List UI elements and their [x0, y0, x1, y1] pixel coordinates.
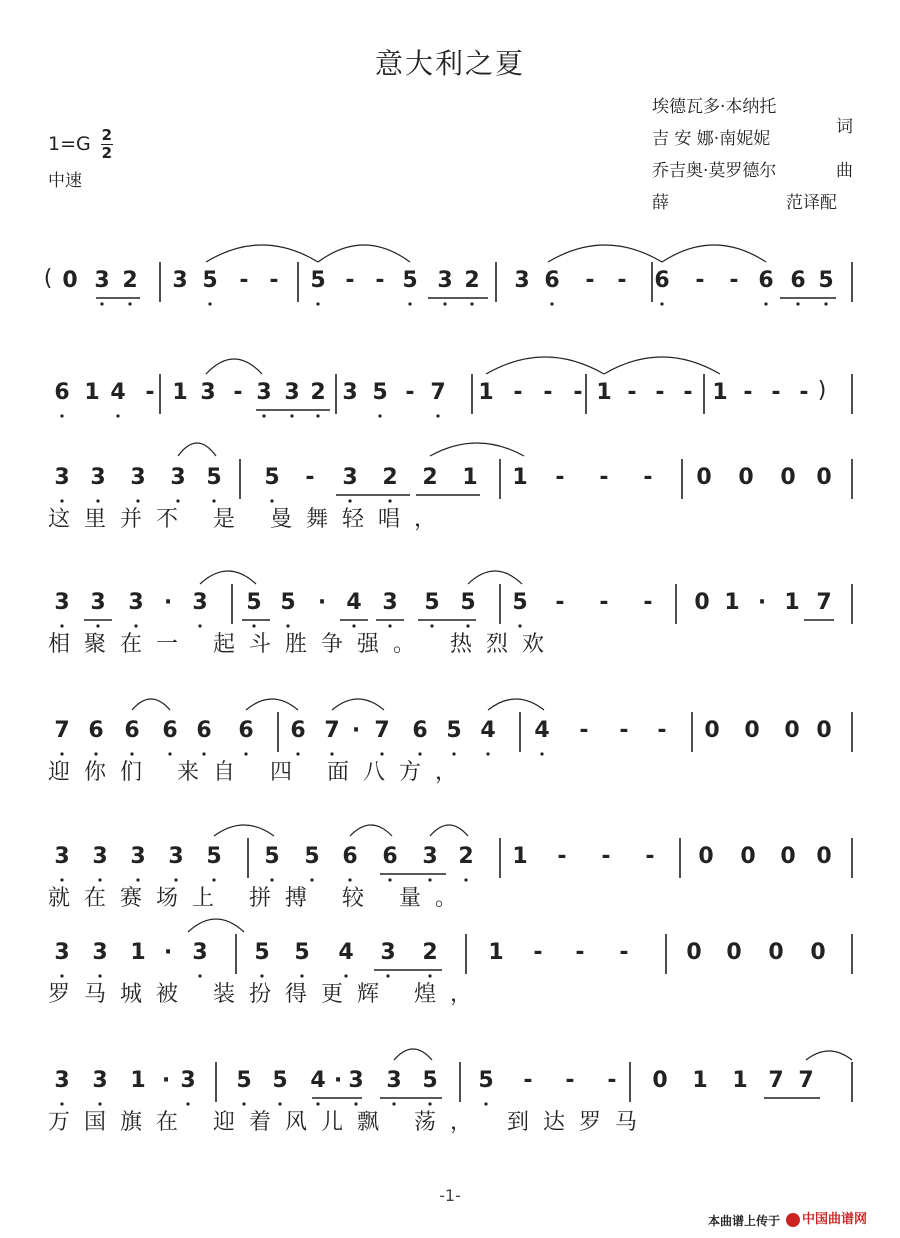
octave-dot — [198, 624, 201, 627]
octave-dot — [452, 752, 455, 755]
note: 0 — [694, 590, 710, 615]
note: · — [333, 1068, 343, 1093]
slur — [430, 825, 468, 836]
slur — [468, 571, 522, 584]
note: 6 — [382, 844, 398, 869]
note: - — [573, 380, 583, 405]
note: 6 — [654, 268, 670, 293]
note: 0 — [738, 465, 754, 490]
octave-dot — [518, 624, 521, 627]
note: 2 — [422, 940, 438, 965]
note: 5 — [512, 590, 528, 615]
octave-dot — [212, 499, 215, 502]
note: 3 — [200, 380, 216, 405]
note: 0 — [686, 940, 702, 965]
octave-dot — [60, 974, 63, 977]
octave-dot — [252, 624, 255, 627]
octave-dot — [176, 499, 179, 502]
octave-dot — [428, 1102, 431, 1105]
note: 5 — [818, 268, 834, 293]
note: 3 — [54, 844, 70, 869]
lyric-line: 罗马城被 装扮得更辉 煌， — [48, 982, 486, 1007]
note: - — [513, 380, 523, 405]
note: 0 — [816, 465, 832, 490]
octave-dot — [96, 624, 99, 627]
note: 0 — [816, 718, 832, 743]
page-title: 意大利之夏 — [374, 47, 525, 80]
octave-dot — [270, 878, 273, 881]
slur — [206, 245, 318, 262]
note: 5 — [264, 844, 280, 869]
octave-dot — [380, 752, 383, 755]
site-name: 中国曲谱网 — [802, 1212, 868, 1227]
note: 0 — [744, 718, 760, 743]
note: · — [317, 590, 327, 615]
note: 5 — [280, 590, 296, 615]
note: - — [523, 1068, 533, 1093]
note: 4 — [480, 718, 496, 743]
note: 6 — [162, 718, 178, 743]
note: 3 — [380, 940, 396, 965]
octave-dot — [764, 302, 767, 305]
note: 3 — [437, 268, 453, 293]
note: 3 — [130, 465, 146, 490]
octave-dot — [96, 499, 99, 502]
note: 2 — [310, 380, 326, 405]
note: · — [163, 940, 173, 965]
octave-dot — [310, 878, 313, 881]
note: 3 — [348, 1068, 364, 1093]
slur — [806, 1051, 852, 1060]
note: 5 — [310, 268, 326, 293]
note: 0 — [780, 465, 796, 490]
note: 1 — [84, 380, 100, 405]
note: 3 — [130, 844, 146, 869]
octave-dot — [388, 878, 391, 881]
note: 7 — [816, 590, 832, 615]
tempo-marking: 中速 — [48, 171, 82, 191]
slur — [188, 919, 244, 932]
note: 5 — [202, 268, 218, 293]
note: 4 — [338, 940, 354, 965]
note: 2 — [382, 465, 398, 490]
octave-dot — [278, 1102, 281, 1105]
note: - — [375, 268, 385, 293]
octave-dot — [260, 974, 263, 977]
lyric-line: 这里并不 是 曼舞轻唱， — [48, 507, 450, 532]
note: · — [161, 1068, 171, 1093]
note: 5 — [236, 1068, 252, 1093]
octave-dot — [60, 624, 63, 627]
note: 2 — [422, 465, 438, 490]
octave-dot — [60, 752, 63, 755]
octave-dot — [316, 302, 319, 305]
note: - — [743, 380, 753, 405]
note: - — [645, 844, 655, 869]
slur — [206, 359, 262, 374]
translator-name-2: 范译配 — [786, 193, 837, 213]
note: · — [163, 590, 173, 615]
octave-dot — [212, 878, 215, 881]
lyricist-1: 埃德瓦多·本纳托 — [652, 97, 777, 117]
octave-dot — [270, 499, 273, 502]
octave-dot — [386, 974, 389, 977]
octave-dot — [354, 1102, 357, 1105]
site-logo — [786, 1208, 867, 1227]
octave-dot — [486, 752, 489, 755]
note: 6 — [412, 718, 428, 743]
octave-dot — [290, 414, 293, 417]
octave-dot — [98, 878, 101, 881]
octave-dot — [388, 624, 391, 627]
key-label: 1=G — [48, 133, 91, 155]
slur — [548, 245, 662, 262]
note: - — [145, 380, 155, 405]
slur — [430, 443, 524, 456]
slur — [662, 245, 766, 262]
note: 3 — [172, 268, 188, 293]
note: 7 — [798, 1068, 814, 1093]
note: - — [599, 590, 609, 615]
note: 3 — [256, 380, 272, 405]
note: - — [771, 380, 781, 405]
note: - — [575, 940, 585, 965]
note: 5 — [446, 718, 462, 743]
octave-dot — [464, 878, 467, 881]
note: - — [579, 718, 589, 743]
octave-dot — [796, 302, 799, 305]
note: 5 — [402, 268, 418, 293]
octave-dot — [186, 1102, 189, 1105]
slur — [486, 357, 604, 374]
octave-dot — [242, 1102, 245, 1105]
note: 3 — [514, 268, 530, 293]
note: 1 — [712, 380, 728, 405]
note: 1 — [488, 940, 504, 965]
note: 3 — [386, 1068, 402, 1093]
note: 0 — [698, 844, 714, 869]
octave-dot — [202, 752, 205, 755]
octave-dot — [348, 878, 351, 881]
note: - — [601, 844, 611, 869]
note: 7 — [768, 1068, 784, 1093]
note: 3 — [128, 590, 144, 615]
note: - — [269, 268, 279, 293]
note: 6 — [54, 380, 70, 405]
note: 3 — [284, 380, 300, 405]
note: 3 — [422, 844, 438, 869]
note: 5 — [304, 844, 320, 869]
octave-dot — [352, 624, 355, 627]
note: 0 — [740, 844, 756, 869]
note: · — [757, 590, 767, 615]
intro-paren-close: ) — [817, 378, 827, 403]
note: - — [619, 940, 629, 965]
note: 6 — [88, 718, 104, 743]
octave-dot — [60, 878, 63, 881]
octave-dot — [174, 878, 177, 881]
note: 5 — [294, 940, 310, 965]
octave-dot — [330, 752, 333, 755]
note: 0 — [704, 718, 720, 743]
note: - — [643, 465, 653, 490]
note: - — [683, 380, 693, 405]
note: - — [565, 1068, 575, 1093]
note: - — [585, 268, 595, 293]
note: 1 — [130, 940, 146, 965]
slur — [178, 443, 216, 456]
note: 7 — [430, 380, 446, 405]
octave-dot — [136, 499, 139, 502]
note: 1 — [462, 465, 478, 490]
octave-dot — [824, 302, 827, 305]
note: 1 — [732, 1068, 748, 1093]
note: 3 — [54, 465, 70, 490]
note: 0 — [810, 940, 826, 965]
octave-dot — [116, 414, 119, 417]
note: 6 — [342, 844, 358, 869]
slur — [132, 699, 170, 710]
note: - — [405, 380, 415, 405]
octave-dot — [430, 624, 433, 627]
note: - — [305, 465, 315, 490]
octave-dot — [136, 878, 139, 881]
note: - — [799, 380, 809, 405]
octave-dot — [428, 878, 431, 881]
octave-dot — [60, 499, 63, 502]
note: 1 — [130, 1068, 146, 1093]
note: 6 — [290, 718, 306, 743]
octave-dot — [660, 302, 663, 305]
note: - — [345, 268, 355, 293]
note: - — [655, 380, 665, 405]
note: 1 — [784, 590, 800, 615]
slur — [200, 571, 256, 584]
octave-dot — [443, 302, 446, 305]
octave-dot — [134, 624, 137, 627]
octave-dot — [388, 499, 391, 502]
slur — [350, 825, 392, 836]
note: 3 — [94, 268, 110, 293]
octave-dot — [540, 752, 543, 755]
note: 3 — [192, 940, 208, 965]
octave-dot — [98, 1102, 101, 1105]
octave-dot — [130, 752, 133, 755]
octave-dot — [392, 1102, 395, 1105]
octave-dot — [198, 974, 201, 977]
octave-dot — [244, 752, 247, 755]
note: 5 — [264, 465, 280, 490]
note: 5 — [422, 1068, 438, 1093]
note: - — [607, 1068, 617, 1093]
slur — [214, 825, 274, 836]
note: 3 — [90, 590, 106, 615]
octave-dot — [436, 414, 439, 417]
note: 3 — [180, 1068, 196, 1093]
note: 3 — [54, 590, 70, 615]
note: 5 — [206, 844, 222, 869]
octave-dot — [100, 302, 103, 305]
octave-dot — [94, 752, 97, 755]
note: 1 — [692, 1068, 708, 1093]
note: 6 — [124, 718, 140, 743]
octave-dot — [408, 302, 411, 305]
slur — [604, 357, 720, 374]
composer-role: 曲 — [836, 161, 853, 181]
octave-dot — [128, 302, 131, 305]
lyric-line: 万国旗在 迎着风儿飘 荡， 到达罗马 — [48, 1110, 651, 1135]
note: 0 — [816, 844, 832, 869]
note: 3 — [342, 465, 358, 490]
note: 3 — [54, 940, 70, 965]
octave-dot — [418, 752, 421, 755]
note: 5 — [372, 380, 388, 405]
lyric-line: 相聚在一 起斗胜争强。 热烈欢 — [48, 632, 558, 657]
note: 3 — [382, 590, 398, 615]
page-number: -1- — [439, 1186, 461, 1205]
note: 7 — [54, 718, 70, 743]
lyric-line: 迎你们 来自 四 面八方， — [48, 760, 471, 785]
note: 5 — [272, 1068, 288, 1093]
note: 5 — [424, 590, 440, 615]
octave-dot — [60, 414, 63, 417]
octave-dot — [98, 974, 101, 977]
note: 4 — [534, 718, 550, 743]
note: - — [557, 844, 567, 869]
composer: 乔吉奥·莫罗德尔 — [652, 161, 777, 181]
note: 1 — [478, 380, 494, 405]
octave-dot — [466, 624, 469, 627]
note: 2 — [458, 844, 474, 869]
octave-dot — [470, 302, 473, 305]
octave-dot — [296, 752, 299, 755]
note: 2 — [464, 268, 480, 293]
note: 0 — [696, 465, 712, 490]
note: 4 — [346, 590, 362, 615]
note: 6 — [544, 268, 560, 293]
note: 0 — [652, 1068, 668, 1093]
octave-dot — [208, 302, 211, 305]
note: - — [533, 940, 543, 965]
note: 7 — [374, 718, 390, 743]
slur — [394, 1049, 432, 1060]
note: 6 — [758, 268, 774, 293]
slur — [332, 699, 384, 710]
note: - — [627, 380, 637, 405]
note: - — [729, 268, 739, 293]
note: 0 — [726, 940, 742, 965]
note: · — [351, 718, 361, 743]
note: 5 — [254, 940, 270, 965]
note: 6 — [790, 268, 806, 293]
octave-dot — [286, 624, 289, 627]
note: - — [617, 268, 627, 293]
note: - — [643, 590, 653, 615]
octave-dot — [344, 974, 347, 977]
translator-name-1: 薛 — [652, 193, 669, 213]
slur — [246, 699, 298, 710]
note: 3 — [92, 1068, 108, 1093]
slur — [488, 699, 544, 710]
octave-dot — [168, 752, 171, 755]
note: 5 — [246, 590, 262, 615]
note: 5 — [460, 590, 476, 615]
octave-dot — [428, 974, 431, 977]
note: 1 — [172, 380, 188, 405]
time-signature-top: 2 — [101, 126, 112, 144]
note: 1 — [724, 590, 740, 615]
note: 1 — [512, 465, 528, 490]
slur — [318, 245, 410, 262]
note: 0 — [62, 268, 78, 293]
octave-dot — [550, 302, 553, 305]
note: 5 — [206, 465, 222, 490]
note: - — [619, 718, 629, 743]
intro-paren-open: ( — [43, 266, 53, 291]
octave-dot — [378, 414, 381, 417]
octave-dot — [300, 974, 303, 977]
note: 2 — [122, 268, 138, 293]
note: 6 — [196, 718, 212, 743]
octave-dot — [348, 499, 351, 502]
note: - — [555, 590, 565, 615]
note: 3 — [168, 844, 184, 869]
time-signature-bottom: 2 — [101, 144, 112, 162]
lyric-line: 就在赛场上 拼搏 较 量。 — [48, 886, 471, 911]
note: 3 — [92, 844, 108, 869]
upload-note: 本曲谱上传于 — [707, 1214, 780, 1228]
note: 5 — [478, 1068, 494, 1093]
note: 4 — [310, 1068, 326, 1093]
note: - — [657, 718, 667, 743]
note: 3 — [192, 590, 208, 615]
note: 4 — [110, 380, 126, 405]
note: 3 — [170, 465, 186, 490]
note: 1 — [512, 844, 528, 869]
note: - — [239, 268, 249, 293]
lyricist-2: 吉 安 娜·南妮妮 — [652, 129, 771, 149]
octave-dot — [484, 1102, 487, 1105]
note: 3 — [54, 1068, 70, 1093]
note: 6 — [238, 718, 254, 743]
logo-icon — [786, 1213, 800, 1227]
note: 0 — [784, 718, 800, 743]
note: 3 — [342, 380, 358, 405]
lyricist-role: 词 — [836, 117, 853, 137]
note: 3 — [92, 940, 108, 965]
octave-dot — [316, 1102, 319, 1105]
note: - — [599, 465, 609, 490]
octave-dot — [316, 414, 319, 417]
octave-dot — [262, 414, 265, 417]
note: 0 — [768, 940, 784, 965]
note: 3 — [90, 465, 106, 490]
note: 0 — [780, 844, 796, 869]
octave-dot — [60, 1102, 63, 1105]
note: - — [555, 465, 565, 490]
note: - — [543, 380, 553, 405]
note: 7 — [324, 718, 340, 743]
note: 1 — [596, 380, 612, 405]
note: - — [695, 268, 705, 293]
note: - — [233, 380, 243, 405]
